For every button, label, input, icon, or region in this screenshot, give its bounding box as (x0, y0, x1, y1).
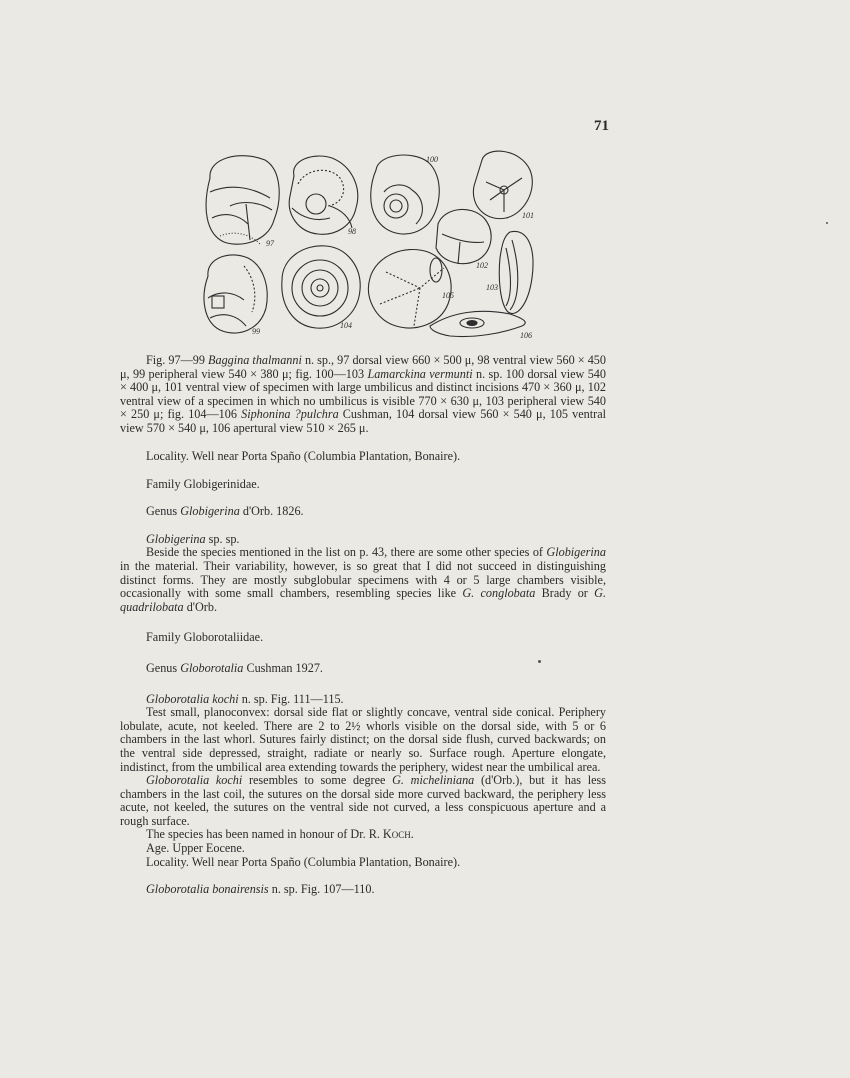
honour-line: The species has been named in honour of Dr. R. Koch. (146, 827, 414, 842)
figure-label: 105 (442, 291, 454, 300)
species-comparison: Globorotalia kochi resembles to some degree G. micheliniana (d'Orb.), but it has less chambers in the last coil, the sutures on the dorsal side more curved backward, the periphery less acute, not keeled, the sutures on the ventral side not curved, a less conspicuous aperture and a rough surface. (120, 773, 607, 828)
fig-105-drawing (368, 250, 451, 328)
caption-text-c: Cushman, 104 dorsal view 560 × 540 μ, 105 ventral view 570 × 540 μ, 106 apertural view 510 × 265 μ. (120, 407, 607, 435)
species-heading: Globigerina sp. sp. (146, 531, 240, 546)
species-description: Beside the species mentioned in the list on p. 43, there are some other species of Globigerina in the material. Their variability, however, is so great that I did not succeed in distinguishing distinct forms. They are mostly subglobular specimens with 4 or 5 large chambers visible, occasionally with some small chambers, resembling species like G. conglobata Brady or G. quadrilobata d'Orb. (120, 545, 607, 614)
fig-103-drawing (499, 231, 533, 313)
ink-speck (826, 222, 828, 224)
figure-label: 103 (486, 283, 498, 292)
figure-label: 100 (426, 155, 438, 164)
family-heading: Family Globigerinidae. (146, 476, 260, 491)
fig-97-drawing (206, 156, 279, 244)
figure-label: 106 (520, 331, 532, 340)
fig-104-drawing (282, 246, 360, 328)
species-heading: Globorotalia bonairensis n. sp. Fig. 107—110. (146, 882, 375, 897)
caption-species-c: Siphonina ?pulchra (241, 407, 339, 422)
caption-fig-ref: Fig. 97—99 (146, 353, 205, 367)
genus-heading: Genus Globigerina d'Orb. 1826. (146, 504, 304, 519)
genus-heading: Genus Globorotalia Cushman 1927. (146, 660, 323, 675)
caption-species-a: Baggina thalmanni (208, 353, 302, 367)
figure-label: 98 (348, 227, 356, 236)
page-number: 71 (594, 118, 609, 134)
fig-101-drawing (473, 151, 532, 218)
fig-102-drawing (436, 209, 491, 264)
locality-paragraph: Locality. Well near Porta Spaño (Columbia Plantation, Bonaire). (146, 449, 461, 463)
foraminifera-drawings (190, 148, 534, 348)
caption-text-b: n. sp. 100 dorsal view 540 × 400 μ, 101 ventral view of specimen with large umbilicus and distinct incisions 470 × 360 μ, 102 ventral view of a specimen in which no umbilicus is visible 770 × 630 μ, 103 peripheral view 540 × 250 μ; fig. 104—106 (120, 366, 606, 422)
figure-caption (120, 354, 606, 436)
foraminifera-plate-figure (190, 148, 534, 348)
species-description: Test small, planoconvex: dorsal side flat or slightly concave, ventral side conical. Periphery lobulate, acute, not keeled. There are 2 to 2½ whorls visible on the dorsal side, with 5 or 6 chambers in the last whorl. Sutures fairly distinct; on the dorsal side flush, curved backwards; on the ventral side depressed, straight, radiate or nearly so. Surface rough. Aperture elongate, indistinct, from the umbilical area extending towards the periphery, widest near the umbilical area. (120, 705, 606, 774)
caption-text-a: n. sp., 97 dorsal view 660 × 500 μ, 98 ventral view 560 × 450 μ, 99 peripheral view 540 × 380 μ; fig. 100—103 (120, 353, 606, 381)
figure-label: 104 (340, 321, 352, 330)
locality-paragraph: Locality. Well near Porta Spaño (Columbia Plantation, Bonaire). (146, 854, 461, 869)
fig-98-drawing (289, 156, 357, 234)
figure-label: 97 (266, 239, 274, 248)
caption-species-b: Lamarckina vermunti (367, 366, 473, 381)
fig-99-drawing (204, 255, 267, 333)
fig-106-drawing (430, 311, 525, 336)
family-heading: Family Globorotaliidae. (146, 630, 264, 645)
species-heading: Globorotalia kochi n. sp. Fig. 111—115. (146, 691, 344, 706)
body-text (120, 450, 606, 897)
ink-speck (538, 660, 541, 663)
fig-100-drawing (371, 155, 440, 234)
figure-label: 101 (522, 211, 534, 220)
age-line: Age. Upper Eocene. (146, 841, 245, 856)
figure-label: 102 (476, 261, 488, 270)
figure-label: 99 (252, 327, 260, 336)
